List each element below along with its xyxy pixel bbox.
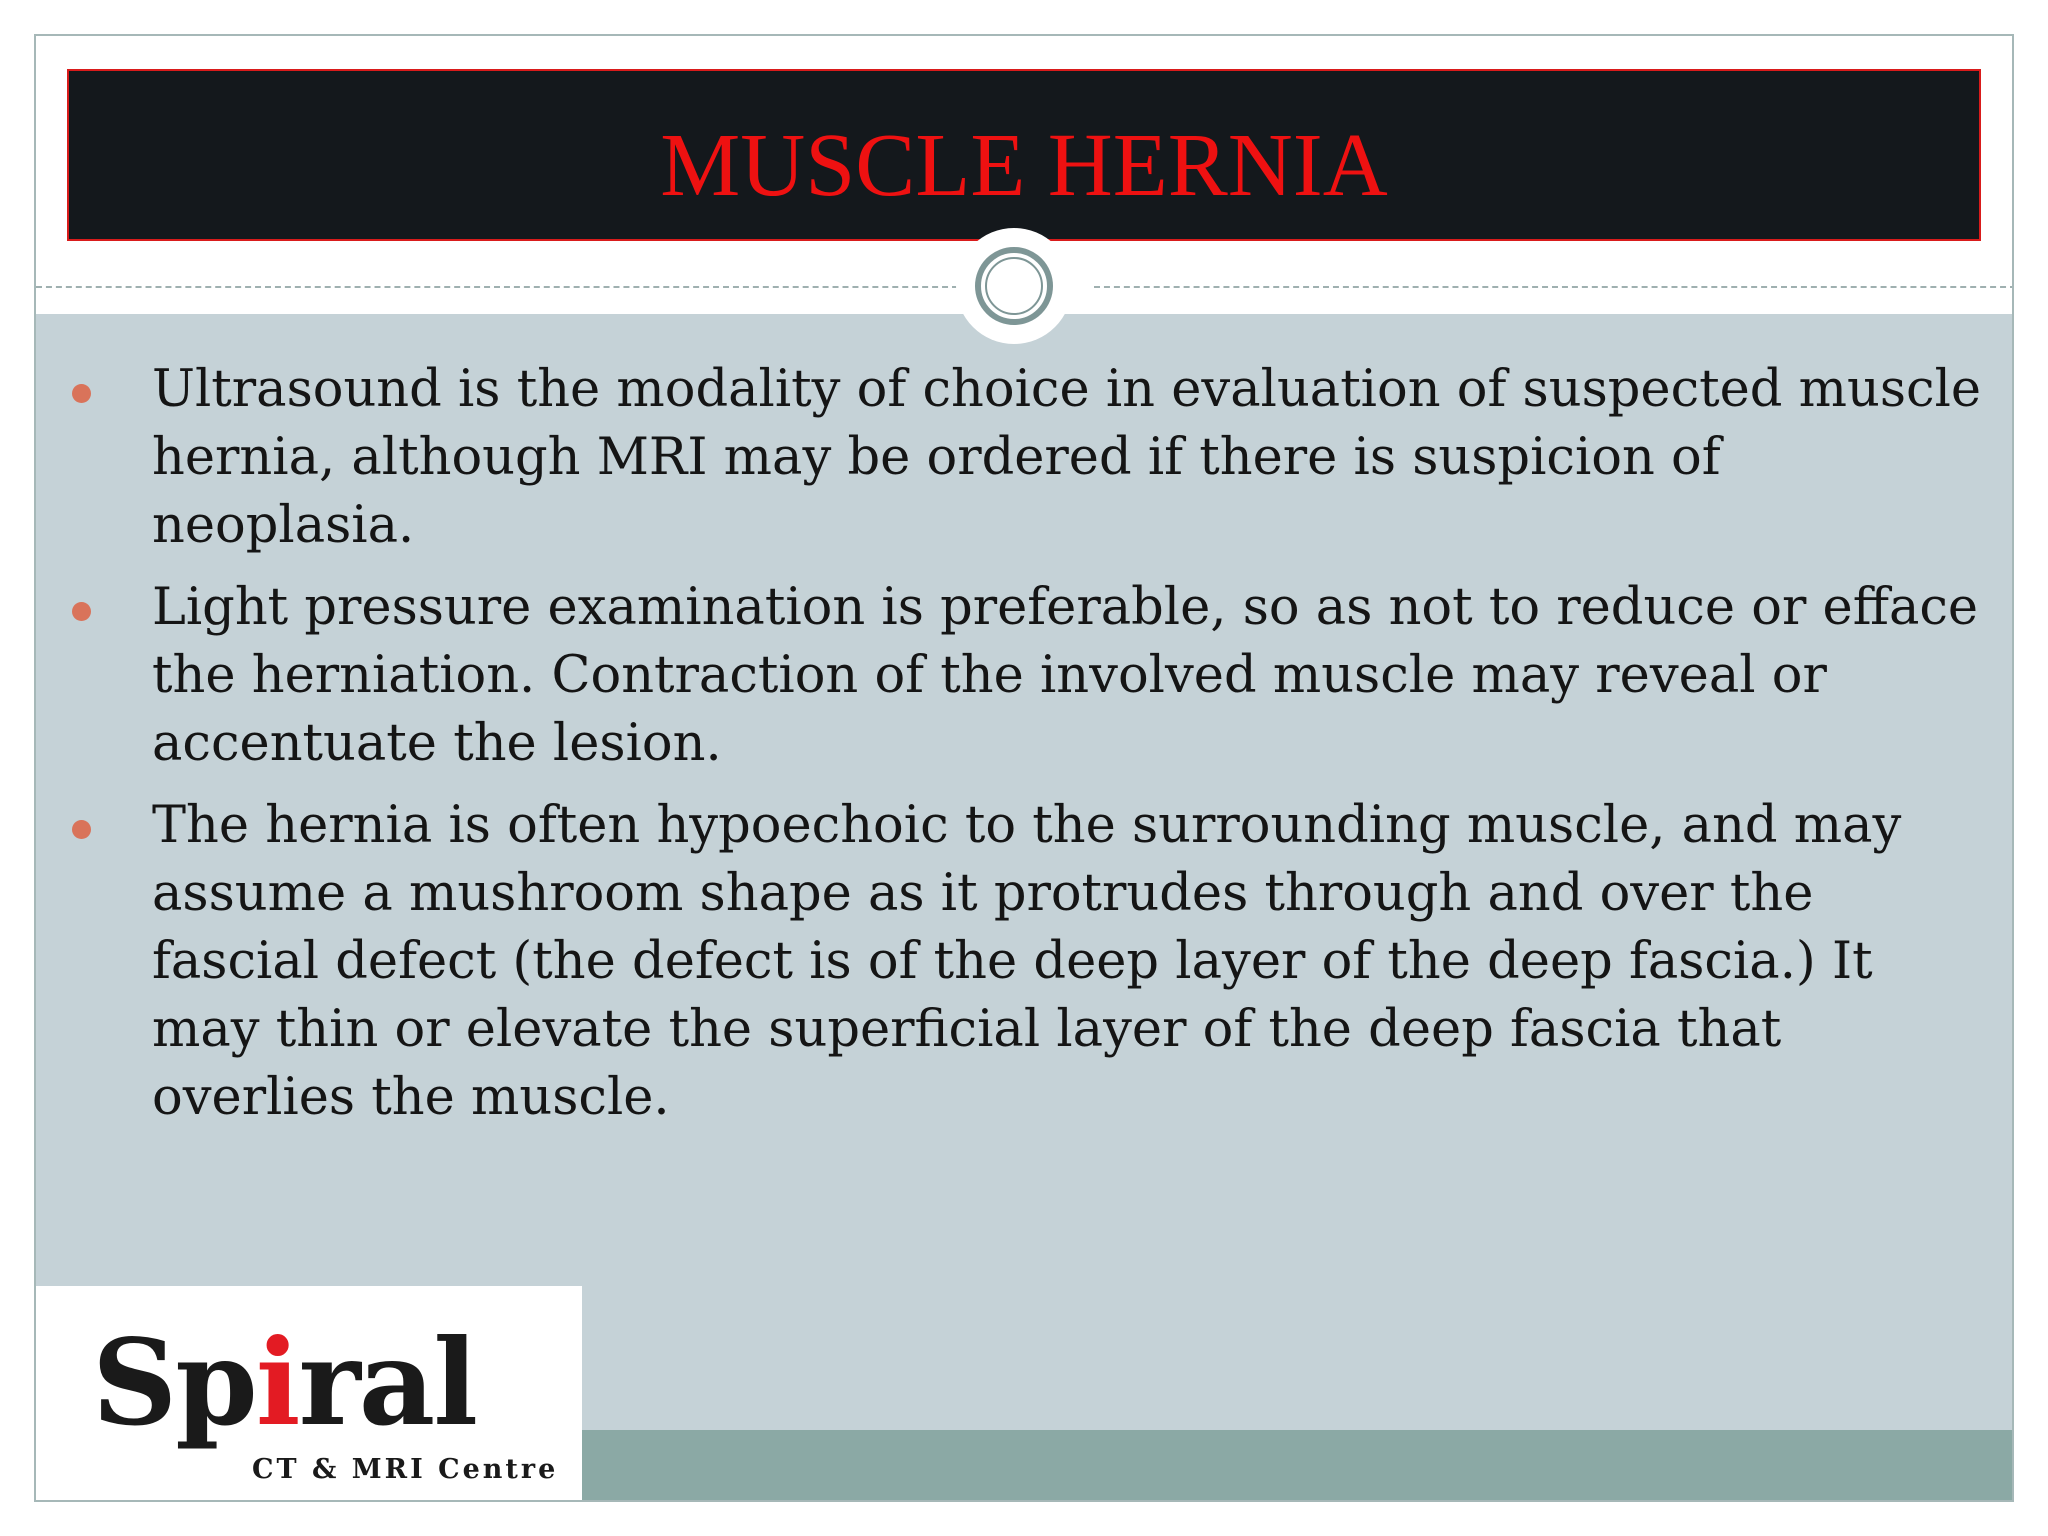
bullet-text: Ultrasound is the modality of choice in evaluation of suspected muscle hernia, although MRI may be ordered if there is suspicion of neoplasia. [152,360,1982,555]
bullet-dot-icon [72,384,91,403]
logo-word-start: Sp [92,1313,256,1452]
logo-wordmark [92,1313,477,1452]
divider-line-right [1094,286,2014,288]
logo-word-accent: i [255,1313,299,1452]
bullet-dot-icon [72,602,91,621]
divider-line-left [36,286,958,288]
logo-subtitle: CT & MRI Centre [252,1454,559,1485]
bullet-text: Light pressure examination is preferable, so as not to reduce or efface the herniation. Contraction of the involved muscle may reveal or accentuate the lesion. [152,578,1979,773]
logo-word-end: ral [298,1313,477,1452]
title-bar [67,69,1981,241]
circle-ornament-inner [985,257,1043,315]
bullet-dot-icon [72,820,91,839]
bullet-text: The hernia is often hypoechoic to the surrounding muscle, and may assume a mushroom shape as it protrudes through and over the fascial defect (the defect is of the deep layer of the deep fascia.) It may thin or elevate the superficial layer of the deep fascia that overlies the muscle. [152,796,1902,1127]
bullet-item [152,792,1992,1132]
bullet-list [152,356,1992,1146]
slide-title: MUSCLE HERNIA [660,115,1388,215]
bullet-item [152,356,1992,560]
bullet-item [152,574,1992,778]
spiral-logo [36,1286,582,1502]
slide [34,34,2014,1502]
